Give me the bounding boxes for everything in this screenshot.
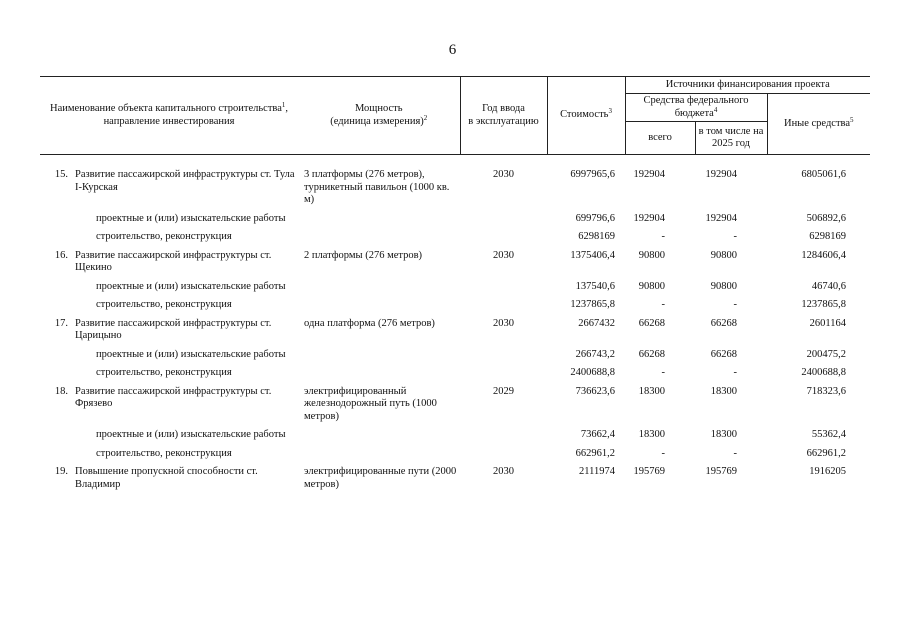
table-row	[40, 312, 870, 343]
federal-total-cell: 90800	[638, 249, 666, 261]
direction-name: строительство, реконструкция	[96, 231, 232, 242]
table-row	[40, 293, 870, 312]
table-row	[40, 460, 870, 491]
cost-cell: 6298169	[578, 231, 616, 242]
capacity-cell: электрифицированный железнодорожный путь (1000 метров)	[304, 385, 437, 422]
federal-total-cell: -	[661, 367, 666, 378]
other-funds-cell: 506892,6	[806, 212, 847, 224]
direction-name: строительство, реконструкция	[96, 299, 232, 310]
row-number: 16.	[54, 249, 68, 261]
capacity-cell	[298, 225, 460, 244]
federal-total-cell: 192904	[633, 212, 666, 224]
federal-2025-cell: 192904	[705, 212, 738, 224]
direction-name: строительство, реконструкция	[96, 367, 232, 378]
other-funds-cell: 1916205	[809, 466, 847, 477]
row-number: 19.	[54, 466, 68, 477]
federal-total-cell: 18300	[638, 429, 666, 440]
other-funds-cell: 6805061,6	[801, 169, 847, 180]
capacity-cell	[298, 442, 460, 461]
table-row	[40, 380, 870, 424]
object-name: Повышение пропускной способности ст. Владимир	[75, 466, 258, 490]
federal-total-cell: 195769	[633, 466, 666, 477]
cost-cell: 2400688,8	[570, 367, 616, 378]
header-cost: Стоимость$^3$	[547, 77, 625, 155]
federal-2025-cell: 90800	[710, 249, 738, 261]
table-row	[40, 442, 870, 461]
year-cell	[460, 343, 547, 362]
capacity-cell	[298, 293, 460, 312]
other-funds-cell: 200475,2	[806, 348, 847, 360]
capacity-cell: электрифицированные пути (2000 метров)	[304, 466, 457, 490]
other-funds-cell: 55362,4	[811, 429, 847, 440]
capacity-cell	[298, 361, 460, 380]
table-row	[40, 225, 870, 244]
federal-total-cell: -	[661, 447, 666, 459]
header-funding-sources: Источники финансирования проекта	[625, 77, 870, 94]
row-number: 15.	[54, 169, 68, 180]
object-name: Развитие пассажирской инфраструктуры ст. Царицыно	[75, 317, 272, 341]
other-funds-cell: 2601164	[809, 317, 847, 329]
federal-2025-cell: -	[733, 231, 738, 242]
row-number	[40, 343, 72, 362]
row-number	[40, 423, 72, 442]
other-funds-cell: 6298169	[809, 231, 847, 242]
row-number	[40, 225, 72, 244]
table-row	[40, 207, 870, 226]
cost-cell: 137540,6	[575, 280, 616, 292]
capacity-cell	[298, 207, 460, 226]
year-cell	[460, 361, 547, 380]
year-cell	[460, 207, 547, 226]
cost-cell: 699796,6	[575, 212, 616, 224]
direction-name: проектные и (или) изыскательские работы	[96, 429, 286, 440]
federal-2025-cell: -	[733, 447, 738, 459]
federal-2025-cell: 66268	[710, 348, 738, 360]
direction-name: строительство, реконструкция	[96, 447, 232, 459]
capacity-cell	[298, 423, 460, 442]
object-name: Развитие пассажирской инфраструктуры ст. Фрязево	[75, 385, 272, 409]
direction-name: проектные и (или) изыскательские работы	[96, 348, 286, 360]
table-body	[40, 155, 870, 492]
header-name: Наименование объекта капитального строительства$^1$, направление инвестирования	[40, 77, 298, 155]
other-funds-cell: 1237865,8	[801, 299, 847, 310]
federal-total-cell: -	[661, 299, 666, 310]
row-number: 17.	[54, 317, 68, 329]
table-row	[40, 423, 870, 442]
year-cell: 2030	[493, 249, 515, 261]
other-funds-cell: 2400688,8	[801, 367, 847, 378]
federal-2025-cell: 195769	[705, 466, 738, 477]
year-cell: 2030	[493, 466, 515, 477]
capacity-cell	[298, 275, 460, 294]
federal-2025-cell: 192904	[705, 169, 738, 180]
table-row	[40, 155, 870, 207]
object-name: Развитие пассажирской инфраструктуры ст. Тула I-Курская	[75, 169, 295, 193]
other-funds-cell: 718323,6	[806, 385, 847, 397]
row-number	[40, 207, 72, 226]
federal-total-cell: 90800	[638, 280, 666, 292]
header-year: Год ввода в эксплуатацию	[460, 77, 547, 155]
row-number: 18.	[54, 385, 68, 397]
capacity-cell: одна платформа (276 метров)	[304, 317, 435, 329]
federal-2025-cell: 90800	[710, 280, 738, 292]
federal-2025-cell: 66268	[710, 317, 738, 329]
federal-total-cell: 192904	[633, 169, 666, 180]
header-total: всего	[625, 122, 695, 155]
capacity-cell: 2 платформы (276 метров)	[304, 249, 423, 261]
federal-total-cell: 66268	[638, 348, 666, 360]
table-row	[40, 343, 870, 362]
cost-cell: 662961,2	[575, 447, 616, 459]
cost-cell: 1237865,8	[570, 299, 616, 310]
year-cell	[460, 442, 547, 461]
year-cell	[460, 225, 547, 244]
cost-cell: 6997965,6	[570, 169, 616, 180]
row-number	[40, 442, 72, 461]
year-cell	[460, 423, 547, 442]
table-row	[40, 361, 870, 380]
cost-cell: 2667432	[578, 317, 616, 329]
table-row	[40, 275, 870, 294]
row-number	[40, 293, 72, 312]
capacity-cell	[298, 343, 460, 362]
federal-total-cell: 66268	[638, 317, 666, 329]
investment-table	[40, 76, 870, 491]
federal-2025-cell: -	[733, 367, 738, 378]
header-in-2025: в том числе на 2025 год	[695, 122, 767, 155]
object-name: Развитие пассажирской инфраструктуры ст. Щекино	[75, 249, 272, 273]
cost-cell: 736623,6	[575, 385, 616, 397]
header-capacity: Мощность (единица измерения)$^2$	[298, 77, 460, 155]
year-cell	[460, 275, 547, 294]
year-cell	[460, 293, 547, 312]
row-number	[40, 361, 72, 380]
year-cell: 2030	[493, 169, 515, 180]
cost-cell: 2111974	[579, 466, 616, 477]
cost-cell: 266743,2	[575, 348, 616, 360]
year-cell: 2030	[493, 317, 515, 329]
direction-name: проектные и (или) изыскательские работы	[96, 212, 286, 224]
header-other-funds: Иные средства$^5$	[767, 94, 870, 155]
other-funds-cell: 46740,6	[811, 280, 847, 292]
cost-cell: 73662,4	[580, 429, 616, 440]
table-row	[40, 244, 870, 275]
other-funds-cell: 662961,2	[806, 447, 847, 459]
table-header	[40, 77, 870, 155]
federal-2025-cell: 18300	[710, 385, 738, 397]
investment-table-container	[40, 76, 870, 491]
federal-2025-cell: 18300	[710, 429, 738, 440]
row-number	[40, 275, 72, 294]
page-number: 6	[448, 42, 457, 58]
year-cell: 2029	[493, 385, 515, 397]
federal-2025-cell: -	[733, 299, 738, 310]
direction-name: проектные и (или) изыскательские работы	[96, 280, 286, 292]
header-federal-budget: Средства федерального бюджета$^4$	[625, 94, 767, 122]
federal-total-cell: 18300	[638, 385, 666, 397]
cost-cell: 1375406,4	[570, 249, 616, 261]
federal-total-cell: -	[661, 231, 666, 242]
other-funds-cell: 1284606,4	[801, 249, 847, 261]
capacity-cell: 3 платформы (276 метров), турникетный павильон (1000 кв. м)	[304, 169, 450, 205]
